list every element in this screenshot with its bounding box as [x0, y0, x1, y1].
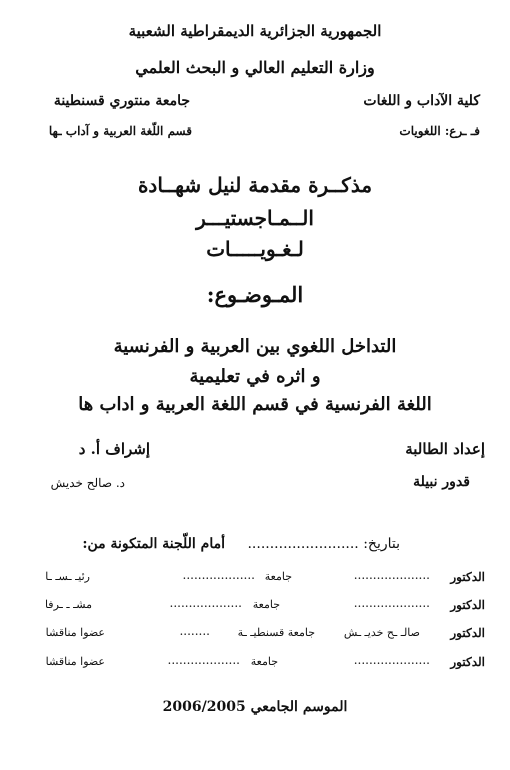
committee-row-2-role: مشـ ـ ـرفا	[44, 598, 92, 611]
specialty-name: لـغـويـــــات	[206, 237, 304, 261]
committee-row-4-title: الدكتور	[450, 655, 485, 669]
thesis-type: مذكــرة مقدمة لنيل شهــادة	[137, 173, 373, 197]
supervisor-name: د. صالح خديش	[50, 476, 125, 490]
academic-season-label: الموسم الجامعي	[250, 699, 348, 715]
ministry-title: وزارة التعليم العالي و البحث العلمي	[135, 58, 375, 77]
committee-label: أمام اللّجنة المتكونة من:	[82, 536, 225, 552]
republic-title: الجمهورية الجزائرية الديمقراطية الشعبية	[128, 22, 382, 40]
subject-title-line-1: التداخل اللغوي بين العربية و الفرنسية	[113, 336, 397, 357]
committee-row-3-role: عضوا مناقشا	[45, 626, 105, 639]
university-name: جامعة منتوري قسنطينة	[53, 93, 190, 109]
defense-date: بتاريخ: .........................	[247, 536, 400, 552]
degree-name: الــمـاجستيـــر	[196, 206, 314, 230]
committee-row-2-university-dots: ...................	[169, 596, 242, 610]
committee-row-4-dots: ....................	[353, 653, 430, 667]
committee-row-1-university-dots: ...................	[182, 568, 255, 582]
subject-title-line-3: اللغة الفرنسية في قسم اللغة العربية و اداب ها	[78, 394, 432, 415]
department-name: قسم اللّغة العربية و آداب ـها	[48, 124, 192, 138]
student-name: قدور نبيلة	[413, 474, 470, 490]
committee-row-4-university-dots: ...................	[167, 653, 240, 667]
supervisor-label: إشراف أ. د	[78, 440, 150, 458]
academic-season-year: 2006/2005	[162, 699, 246, 715]
committee-row-2-dots: ....................	[353, 596, 430, 610]
prepared-by-label: إعداد الطالبة	[405, 440, 485, 458]
committee-row-3-name: صالـ ـح خديـ ـش	[343, 626, 420, 639]
academic-season	[0, 699, 510, 715]
committee-row-3-title: الدكتور	[450, 626, 485, 640]
committee-row-4-university: جامعة	[250, 655, 278, 668]
committee-row-1-dots: ....................	[353, 568, 430, 582]
committee-row-1-role: رئيـ ـسـ ـا	[45, 570, 90, 583]
committee-row-4-role: عضوا مناقشا	[45, 655, 105, 668]
subject-title-line-2: و اثره في تعليمية	[189, 366, 321, 387]
committee-row-3-university-dots: ........	[179, 624, 210, 638]
committee-row-1-university: جامعة	[264, 570, 292, 583]
faculty-name: كلية الآداب و اللغات	[363, 93, 480, 109]
committee-row-2-university: جامعة	[252, 598, 280, 611]
committee-row-2-title: الدكتور	[450, 598, 485, 612]
branch-name: فـ ـرع: اللغويات	[399, 124, 480, 138]
committee-row-1-title: الدكتور	[450, 570, 485, 584]
subject-label: المـوضـوع:	[206, 282, 304, 307]
committee-row-3-university: جامعة قسنطيـ ـة	[237, 626, 315, 639]
